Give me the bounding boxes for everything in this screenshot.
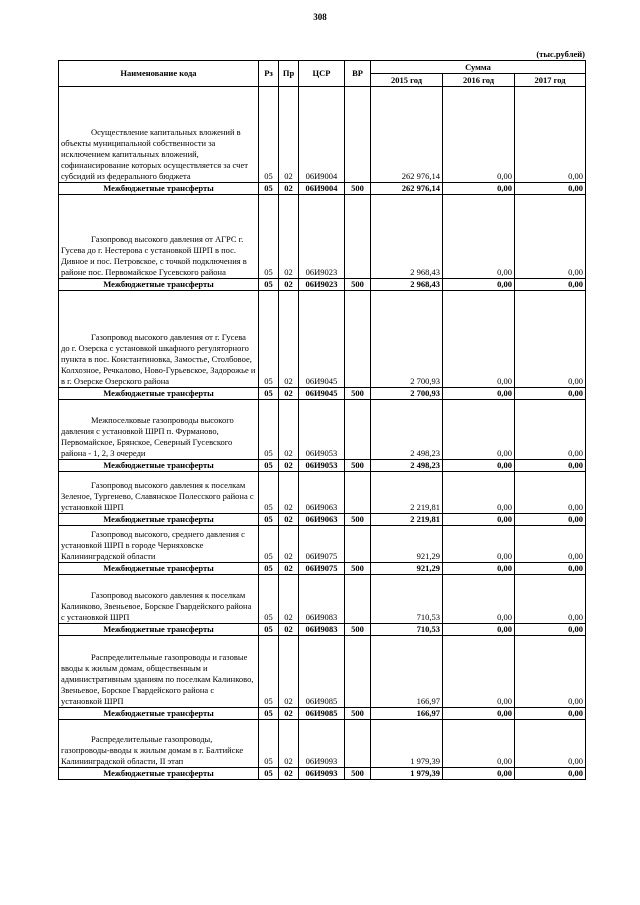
row-2017: 0,00 [515,636,586,708]
row-2015: 2 700,93 [371,291,443,388]
row-csr: 06И9075 [299,526,345,563]
sub-rz: 05 [259,768,279,780]
header-sum: Сумма [371,61,586,74]
table-row-subtotal [59,708,586,720]
table-row [59,87,586,183]
sub-2017: 0,00 [515,279,586,291]
table-row-subtotal [59,279,586,291]
sub-name: Межбюджетные трансферты [59,768,259,780]
row-csr: 06И9053 [299,400,345,460]
sub-pr: 02 [279,514,299,526]
row-2016: 0,00 [443,87,515,183]
header-2017: 2017 год [515,74,586,87]
sub-csr: 06И9063 [299,514,345,526]
sub-2017: 0,00 [515,768,586,780]
row-pr: 02 [279,87,299,183]
sub-2017: 0,00 [515,563,586,575]
row-csr: 06И9023 [299,195,345,279]
row-name: Осуществление капитальных вложений в объекты муниципальной собственности за исключением капитальных вложений, софинансирование которых осуществляется за счет субсидий из федерального бюджета [59,87,259,183]
sub-2015: 1 979,39 [371,768,443,780]
row-2015: 2 498,23 [371,400,443,460]
sub-name: Межбюджетные трансферты [59,460,259,472]
row-csr: 06И9045 [299,291,345,388]
sub-csr: 06И9075 [299,563,345,575]
header-pr: Пр [279,61,299,87]
row-vr [345,526,371,563]
table-row [59,575,586,624]
page-number: 308 [313,12,327,22]
row-name: Газопровод высокого давления к поселкам Зеленое, Тургенево, Славянское Полесского района с установкой ШРП [59,472,259,514]
sub-name: Межбюджетные трансферты [59,388,259,400]
row-vr [345,400,371,460]
sub-name: Межбюджетные трансферты [59,708,259,720]
sub-vr: 500 [345,708,371,720]
sub-2016: 0,00 [443,708,515,720]
row-2015: 710,53 [371,575,443,624]
sub-name: Межбюджетные трансферты [59,279,259,291]
row-name: Распределительные газопроводы и газовые вводы к жилым домам, общественным и административным зданиям по поселкам Калинково, Звеньевое, Борское Гвардейского района с установкой ШРП [59,636,259,708]
sub-2016: 0,00 [443,514,515,526]
sub-vr: 500 [345,624,371,636]
sub-pr: 02 [279,183,299,195]
row-pr: 02 [279,720,299,768]
row-name: Газопровод высокого давления от АГРС г. Гусева до г. Нестерова с установкой ШРП в пос. Дивное и пос. Петровское, с точкой подключения в районе пос. Первомайское Гусевского района [59,195,259,279]
table-row [59,526,586,563]
sub-name: Межбюджетные трансферты [59,183,259,195]
row-2017: 0,00 [515,575,586,624]
sub-pr: 02 [279,388,299,400]
row-2015: 1 979,39 [371,720,443,768]
row-rz: 05 [259,526,279,563]
sub-csr: 06И9045 [299,388,345,400]
row-2016: 0,00 [443,636,515,708]
row-name: Газопровод высокого давления от г. Гусева до г. Озерска с установкой шкафного регуляторного пункта в пос. Константиновка, Замостье, Столбовое, Колхозное, Речкалово, Ново-Гурьевское, Задорожье и в г. Озерске Озерского района [59,291,259,388]
sub-pr: 02 [279,624,299,636]
row-rz: 05 [259,291,279,388]
row-rz: 05 [259,87,279,183]
sub-2016: 0,00 [443,768,515,780]
sub-2017: 0,00 [515,708,586,720]
row-vr [345,87,371,183]
row-name: Распределительные газопроводы, газопроводы-вводы к жилым домам в г. Балтийске Калининградской области, II этап [59,720,259,768]
row-vr [345,575,371,624]
row-name: Газопровод высокого, среднего давления с установкой ШРП в городе Черняховске Калининградской области [59,526,259,563]
table-row-subtotal [59,460,586,472]
row-2017: 0,00 [515,400,586,460]
sub-vr: 500 [345,279,371,291]
sub-name: Межбюджетные трансферты [59,514,259,526]
row-pr: 02 [279,472,299,514]
sub-2016: 0,00 [443,183,515,195]
row-2017: 0,00 [515,291,586,388]
sub-vr: 500 [345,388,371,400]
row-2017: 0,00 [515,526,586,563]
sub-rz: 05 [259,708,279,720]
sub-2017: 0,00 [515,514,586,526]
row-2017: 0,00 [515,720,586,768]
sub-csr: 06И9023 [299,279,345,291]
sub-2015: 2 968,43 [371,279,443,291]
row-csr: 06И9093 [299,720,345,768]
row-rz: 05 [259,195,279,279]
sub-rz: 05 [259,514,279,526]
sub-2017: 0,00 [515,388,586,400]
row-2017: 0,00 [515,472,586,514]
sub-vr: 500 [345,460,371,472]
header-2016: 2016 год [443,74,515,87]
header-rz: Рз [259,61,279,87]
sub-2015: 262 976,14 [371,183,443,195]
sub-pr: 02 [279,708,299,720]
sub-rz: 05 [259,563,279,575]
sub-2015: 166,97 [371,708,443,720]
sub-pr: 02 [279,279,299,291]
row-2017: 0,00 [515,195,586,279]
row-name: Межпоселковые газопроводы высокого давления с установкой ШРП п. Фурманово, Первомайское, Брянское, Северный Гусевского района - 1, 2, 3 очереди [59,400,259,460]
units-label: (тыс.рублей) [536,49,585,59]
row-2017: 0,00 [515,87,586,183]
sub-2016: 0,00 [443,388,515,400]
header-vr: ВР [345,61,371,87]
row-csr: 06И9063 [299,472,345,514]
row-rz: 05 [259,575,279,624]
sub-vr: 500 [345,183,371,195]
row-pr: 02 [279,291,299,388]
row-vr [345,472,371,514]
row-vr [345,720,371,768]
sub-pr: 02 [279,563,299,575]
row-2016: 0,00 [443,526,515,563]
sub-2016: 0,00 [443,279,515,291]
sub-2017: 0,00 [515,460,586,472]
sub-csr: 06И9004 [299,183,345,195]
row-2016: 0,00 [443,720,515,768]
table-row-subtotal [59,768,586,780]
row-csr: 06И9085 [299,636,345,708]
sub-name: Межбюджетные трансферты [59,563,259,575]
row-vr [345,195,371,279]
sub-rz: 05 [259,624,279,636]
row-csr: 06И9083 [299,575,345,624]
table-body [59,87,586,780]
sub-pr: 02 [279,768,299,780]
row-rz: 05 [259,636,279,708]
header-name: Наименование кода [59,61,259,87]
row-name: Газопровод высокого давления к поселкам Калинково, Звеньевое, Борское Гвардейского района с установкой ШРП [59,575,259,624]
row-vr [345,291,371,388]
sub-rz: 05 [259,460,279,472]
sub-2015: 710,53 [371,624,443,636]
sub-2015: 921,29 [371,563,443,575]
sub-2015: 2 219,81 [371,514,443,526]
row-pr: 02 [279,575,299,624]
table-row [59,720,586,768]
budget-table [58,60,586,780]
sub-csr: 06И9085 [299,708,345,720]
row-2016: 0,00 [443,195,515,279]
sub-csr: 06И9053 [299,460,345,472]
table-row-subtotal [59,563,586,575]
sub-2017: 0,00 [515,183,586,195]
sub-2016: 0,00 [443,624,515,636]
row-2015: 921,29 [371,526,443,563]
row-pr: 02 [279,636,299,708]
row-pr: 02 [279,526,299,563]
row-2016: 0,00 [443,400,515,460]
header-csr: ЦСР [299,61,345,87]
table-row [59,400,586,460]
row-2016: 0,00 [443,575,515,624]
sub-rz: 05 [259,388,279,400]
sub-name: Межбюджетные трансферты [59,624,259,636]
row-vr [345,636,371,708]
row-2015: 166,97 [371,636,443,708]
row-2016: 0,00 [443,291,515,388]
table-row-subtotal [59,183,586,195]
table-row [59,291,586,388]
row-2015: 2 219,81 [371,472,443,514]
sub-2015: 2 700,93 [371,388,443,400]
sub-2016: 0,00 [443,460,515,472]
sub-vr: 500 [345,768,371,780]
sub-2016: 0,00 [443,563,515,575]
table-row-subtotal [59,514,586,526]
row-rz: 05 [259,720,279,768]
sub-rz: 05 [259,279,279,291]
row-pr: 02 [279,400,299,460]
sub-csr: 06И9093 [299,768,345,780]
header-2015: 2015 год [371,74,443,87]
sub-csr: 06И9083 [299,624,345,636]
row-2015: 262 976,14 [371,87,443,183]
table-row [59,636,586,708]
row-rz: 05 [259,472,279,514]
row-rz: 05 [259,400,279,460]
row-2015: 2 968,43 [371,195,443,279]
sub-pr: 02 [279,460,299,472]
sub-2015: 2 498,23 [371,460,443,472]
row-2016: 0,00 [443,472,515,514]
table-row [59,472,586,514]
sub-vr: 500 [345,514,371,526]
table-row [59,195,586,279]
row-pr: 02 [279,195,299,279]
sub-2017: 0,00 [515,624,586,636]
table-row-subtotal [59,388,586,400]
sub-vr: 500 [345,563,371,575]
table-row-subtotal [59,624,586,636]
sub-rz: 05 [259,183,279,195]
row-csr: 06И9004 [299,87,345,183]
